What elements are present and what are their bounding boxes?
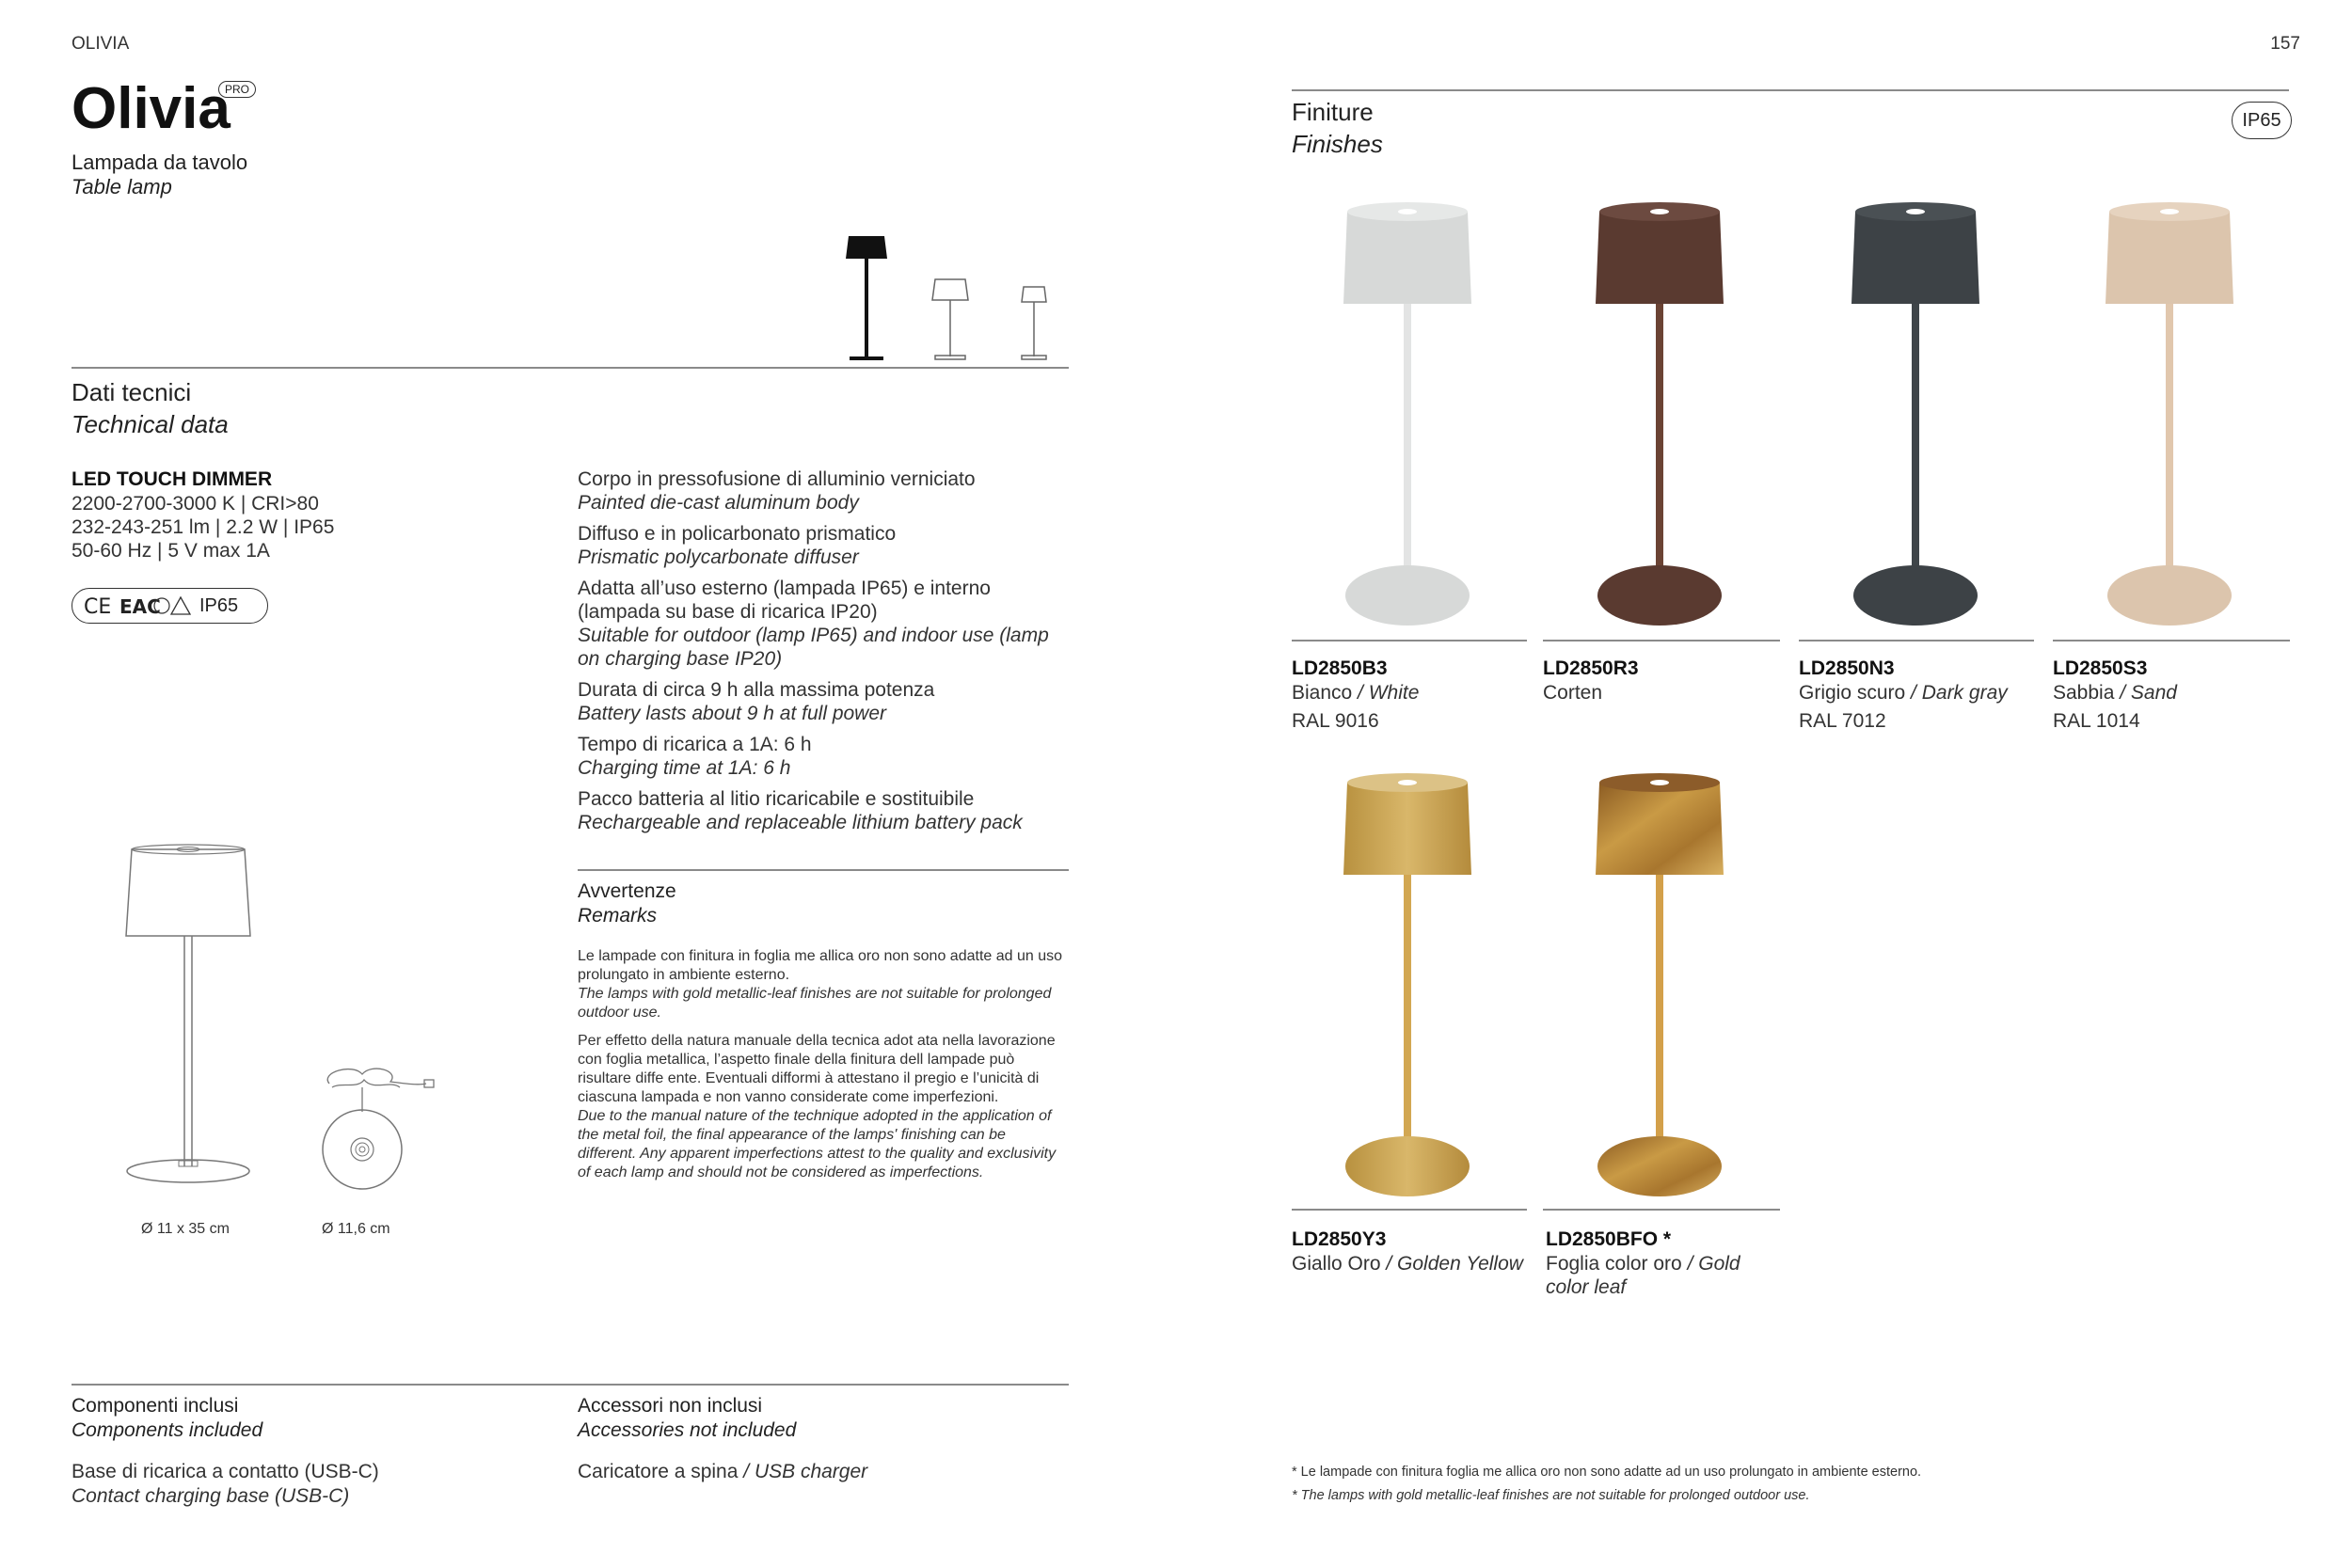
page-number: 157	[2270, 34, 2300, 54]
divider	[578, 869, 1069, 871]
lamp-dark-gray-image	[1806, 193, 2027, 635]
cert-ip: IP65	[199, 594, 239, 616]
finish-card-corten: LD2850R3 Corten	[1543, 657, 1639, 704]
finish-card-sand: LD2850S3 Sabbia / Sand RAL 1014	[2053, 657, 2177, 732]
svg-text:EAC: EAC	[119, 595, 161, 618]
divider	[2053, 640, 2290, 641]
product-type-en: Table lamp	[72, 175, 172, 198]
lamp-dimension-drawing	[122, 842, 263, 1195]
charging-base-drawing	[315, 1063, 437, 1195]
product-type-it: Lampada da tavolo	[72, 150, 248, 174]
accessories-title-en: Accessories not included	[578, 1419, 797, 1441]
product-name: Olivia	[72, 76, 230, 141]
divider	[1292, 1209, 1527, 1211]
led-dimmer-label: LED TOUCH DIMMER	[72, 468, 273, 490]
divider	[1543, 1209, 1780, 1211]
size-variants-icon	[842, 230, 1087, 362]
lamp-gold-leaf-image	[1550, 764, 1772, 1206]
remarks-title-en: Remarks	[578, 905, 658, 927]
pro-badge: PRO	[218, 81, 256, 98]
accessory-item: Caricatore a spina / USB charger	[578, 1461, 868, 1482]
lamp-corten-image	[1550, 193, 1772, 635]
feature-item: Pacco batteria al litio ricaricabile e sostituibile Rechargeable and replaceable lithium battery pack	[578, 788, 1023, 833]
divider	[1292, 89, 2289, 91]
finish-card-gold-leaf: LD2850BFO * Foglia color oro / Gold color leaf	[1546, 1228, 1740, 1298]
feature-item: Adatta all’uso esterno (lampada IP65) e interno (lampada su base di ricarica IP20) Suitable for outdoor (lamp IP65) and indoor use (lamp on charging base IP20)	[578, 578, 1049, 670]
spec-line: 50-60 Hz | 5 V max 1A	[72, 540, 270, 562]
lamp-dimension-label: Ø 11 x 35 cm	[141, 1221, 230, 1237]
divider	[1799, 640, 2034, 641]
features-list	[578, 467, 1067, 834]
technical-title-en: Technical data	[72, 410, 229, 438]
footnote-it: * Le lampade con finitura foglia me allica oro non sono adatte ad un uso prolungato in ambiente esterno.	[1292, 1465, 1922, 1480]
base-dimension-label: Ø 11,6 cm	[322, 1221, 390, 1237]
lamp-white-image	[1298, 193, 1519, 635]
feature-item: Tempo di ricarica a 1A: 6 h Charging time at 1A: 6 h	[578, 734, 812, 779]
finishes-title-en: Finishes	[1292, 130, 1383, 158]
accessories-title-it: Accessori non inclusi	[578, 1395, 763, 1417]
remarks-body: Le lampade con finitura in foglia me allica oro non sono adatte ad un uso prolungato in ambiente esterno. The lamps with gold metallic-leaf finishes are not suitable for prolonged outdoor use. Per effetto della natura manuale della tecnica adot ata nella lavorazione con foglia metallica, l’aspetto finale della finitura dell lampade può risultare diffe ente. Eventuali difformi à attestano il pregio e l’unicità di ciascuna lampada e non vanno considerate come imperfezioni. Due to the manual nature of the technique adopted in the application of the metal foil, the final appearance of the lamps' finishing can be different. Any apparent imperfections attest to the quality and exclusivity of each lamp and should not be considered as imperfections.	[578, 948, 1063, 1180]
ce-eac-marks-icon	[84, 594, 192, 618]
footnote-en: * The lamps with gold metallic-leaf finishes are not suitable for prolonged outdoor use.	[1292, 1488, 1810, 1503]
svg-text:CE: CE	[84, 595, 112, 618]
finish-card-golden-yellow: LD2850Y3 Giallo Oro / Golden Yellow	[1292, 1228, 1523, 1275]
remarks-title-it: Avvertenze	[578, 880, 676, 902]
divider	[72, 367, 1069, 369]
spec-line: 2200-2700-3000 K | CRI>80	[72, 493, 319, 515]
components-title-en: Components included	[72, 1419, 263, 1441]
finish-card-dark-gray: LD2850N3 Grigio scuro / Dark gray RAL 7012	[1799, 657, 2008, 732]
feature-item: Durata di circa 9 h alla massima potenza Battery lasts about 9 h at full power	[578, 679, 935, 724]
spec-line: 232-243-251 lm | 2.2 W | IP65	[72, 516, 335, 538]
divider	[1543, 640, 1780, 641]
divider	[1292, 640, 1527, 641]
section-label: OLIVIA	[72, 34, 130, 54]
feature-item: Diffuso e in policarbonato prismatico Prismatic polycarbonate diffuser	[578, 523, 897, 568]
divider	[72, 1384, 1069, 1386]
lamp-golden-yellow-image	[1298, 764, 1519, 1206]
technical-title-it: Dati tecnici	[72, 378, 192, 406]
certification-badge	[72, 588, 268, 624]
component-item-en: Contact charging base (USB-C)	[72, 1485, 350, 1507]
finish-card-white: LD2850B3 Bianco / White RAL 9016	[1292, 657, 1420, 732]
components-title-it: Componenti inclusi	[72, 1395, 239, 1417]
ip-rating-badge: IP65	[2232, 102, 2292, 139]
feature-item: Corpo in pressofusione di alluminio verniciato Painted die-cast aluminum body	[578, 468, 976, 514]
component-item-it: Base di ricarica a contatto (USB-C)	[72, 1461, 379, 1482]
finishes-title-it: Finiture	[1292, 98, 1374, 126]
lamp-sand-image	[2060, 193, 2281, 635]
